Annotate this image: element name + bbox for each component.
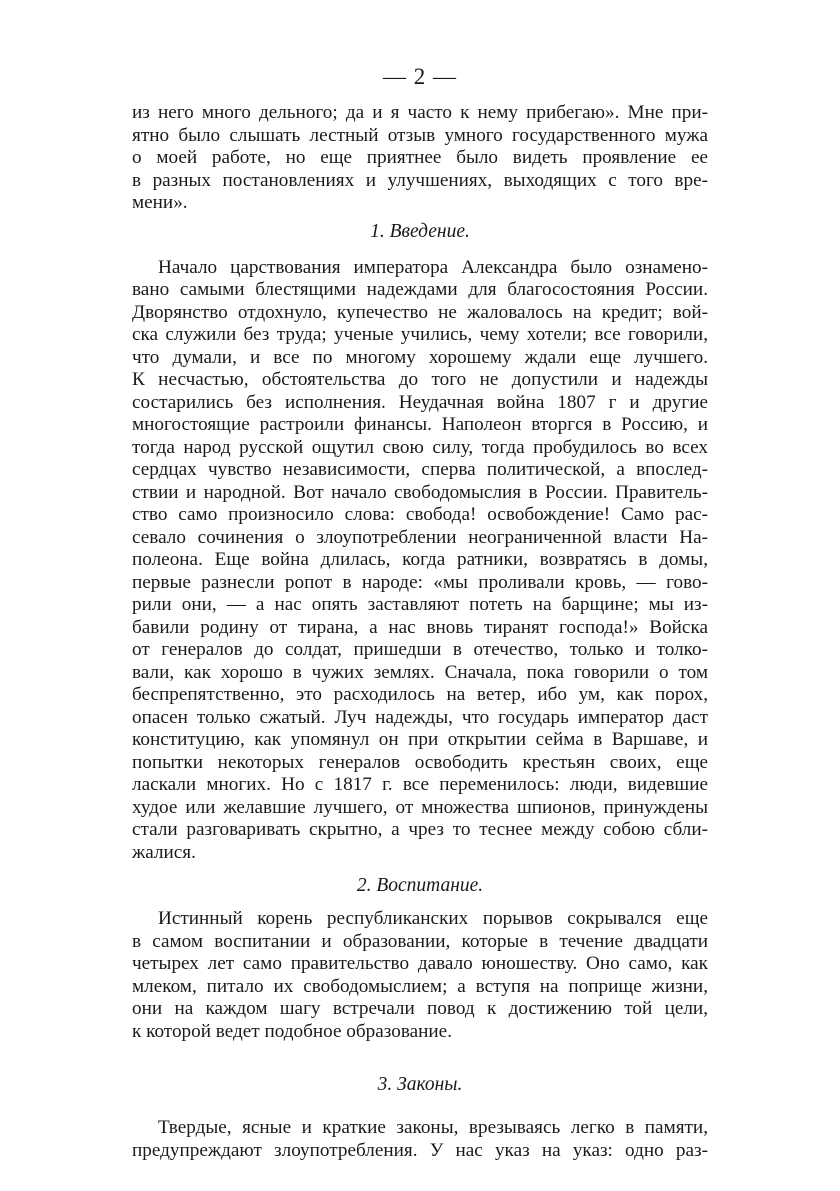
text-line: попытки некоторых генералов освободить крестьян своих, еще <box>132 751 708 773</box>
text-line: полеона. Еще война длилась, когда ратники, возвратясь в домы, <box>132 549 708 570</box>
section-body-introduction <box>132 257 708 865</box>
text-line: что думали, и все по многому хорошему ждали еще лучшего. <box>132 346 708 368</box>
text-line: К несчастью, обстоятельства до того не допустили и надежды <box>132 369 708 390</box>
text-line: многостоящие растроили финансы. Наполеон вторгся в Россию, и <box>132 414 708 435</box>
text-line: ство само произносило слова: свобода! освобождение! Само рас- <box>132 504 708 525</box>
document-page <box>132 62 708 1162</box>
section-body-education <box>132 908 708 1043</box>
text-line: к которой ведет подобное образование. <box>132 1020 452 1042</box>
text-line: опасен только сжатый. Луч надежды, что государь император даст <box>132 706 708 728</box>
section-heading-education: 2. Воспитание. <box>356 875 484 896</box>
section-body-laws <box>132 1117 708 1162</box>
text-line: в разных постановлениях и улучшениях, выходящих с того вре- <box>132 169 708 191</box>
text-line: от генералов до солдат, пришедши в отечество, только и толко- <box>132 639 708 660</box>
text-line: беспрепятственно, это расходилось на ветер, ибо ум, как порох, <box>132 684 708 705</box>
text-line: Дворянство отдохнуло, купечество не жаловалось на кредит; вой- <box>132 301 708 323</box>
text-line: Начало царствования императора Александра было ознамено- <box>158 256 708 278</box>
text-line: тогда народ русской ощутил свою силу, тогда пробудилось во всех <box>132 436 708 458</box>
section-heading-introduction: 1. Введение. <box>370 220 470 242</box>
text-line: предупреждают злоупотребления. У нас указ на указ: одно раз- <box>132 1139 708 1161</box>
text-line: млеком, питало их свободомыслием; а вступя на поприще жизни, <box>132 975 708 997</box>
section-heading-laws: 3. Законы. <box>377 1074 463 1095</box>
text-line: ятно было слышать лестный отзыв умного государственного мужа <box>132 124 708 146</box>
text-line: состарились без исполнения. Неудачная война 1807 г и другие <box>132 391 708 413</box>
text-line: вано самыми блестящими надеждами для благосостояния России. <box>132 279 708 300</box>
text-line: Твердые, ясные и краткие законы, врезываясь легко в памяти, <box>158 1117 708 1138</box>
text-line: жалися. <box>132 841 196 863</box>
text-line: мени». <box>132 192 188 213</box>
text-line: конституцию, как упомянул он при открытии сейма в Варшаве, и <box>132 729 708 750</box>
text-line: рили они, — а нас опять заставляют потеть на барщине; мы из- <box>132 594 708 615</box>
intro-paragraph <box>132 102 708 215</box>
text-line: ласкали многих. Но с 1817 г. все переменилось: люди, видевшие <box>132 774 708 795</box>
text-line: ска служили без труда; ученые учились, чему хотели; все говорили, <box>132 324 708 345</box>
page-number: — 2 — <box>383 64 457 89</box>
text-line: они на каждом шагу встречали повод к достижению той цели, <box>132 998 708 1019</box>
text-line: о моей работе, но еще приятнее было видеть проявление ее <box>132 147 708 168</box>
text-line: худое или желавшие лучшего, от множества шпионов, принуждены <box>132 796 708 818</box>
text-line: сердцах чувство независимости, сперва политической, а впослед- <box>132 459 708 480</box>
text-line: вали, как хорошо в чужих землях. Сначала, пока говорили о том <box>132 661 708 683</box>
text-line: севало сочинения о злоупотреблении неограниченной власти На- <box>132 526 708 548</box>
text-line: из него много дельного; да и я часто к нему прибегаю». Мне при- <box>132 102 708 123</box>
text-line: Истинный корень республиканских порывов сокрывался еще <box>158 908 708 929</box>
text-line: четырех лет само правительство давало юношеству. Оно само, как <box>132 953 708 974</box>
text-line: первые разнесли ропот в народе: «мы проливали кровь, — гово- <box>132 571 708 593</box>
text-line: ствии и народной. Вот начало свободомыслия в России. Правитель- <box>132 481 708 503</box>
text-line: стали разговаривать скрытно, а чрез то теснее между собою сбли- <box>132 819 708 840</box>
text-line: бавили родину от тирана, а нас вновь тиранят господа!» Войска <box>132 616 708 638</box>
text-line: в самом воспитании и образовании, которые в течение двадцати <box>132 930 708 952</box>
